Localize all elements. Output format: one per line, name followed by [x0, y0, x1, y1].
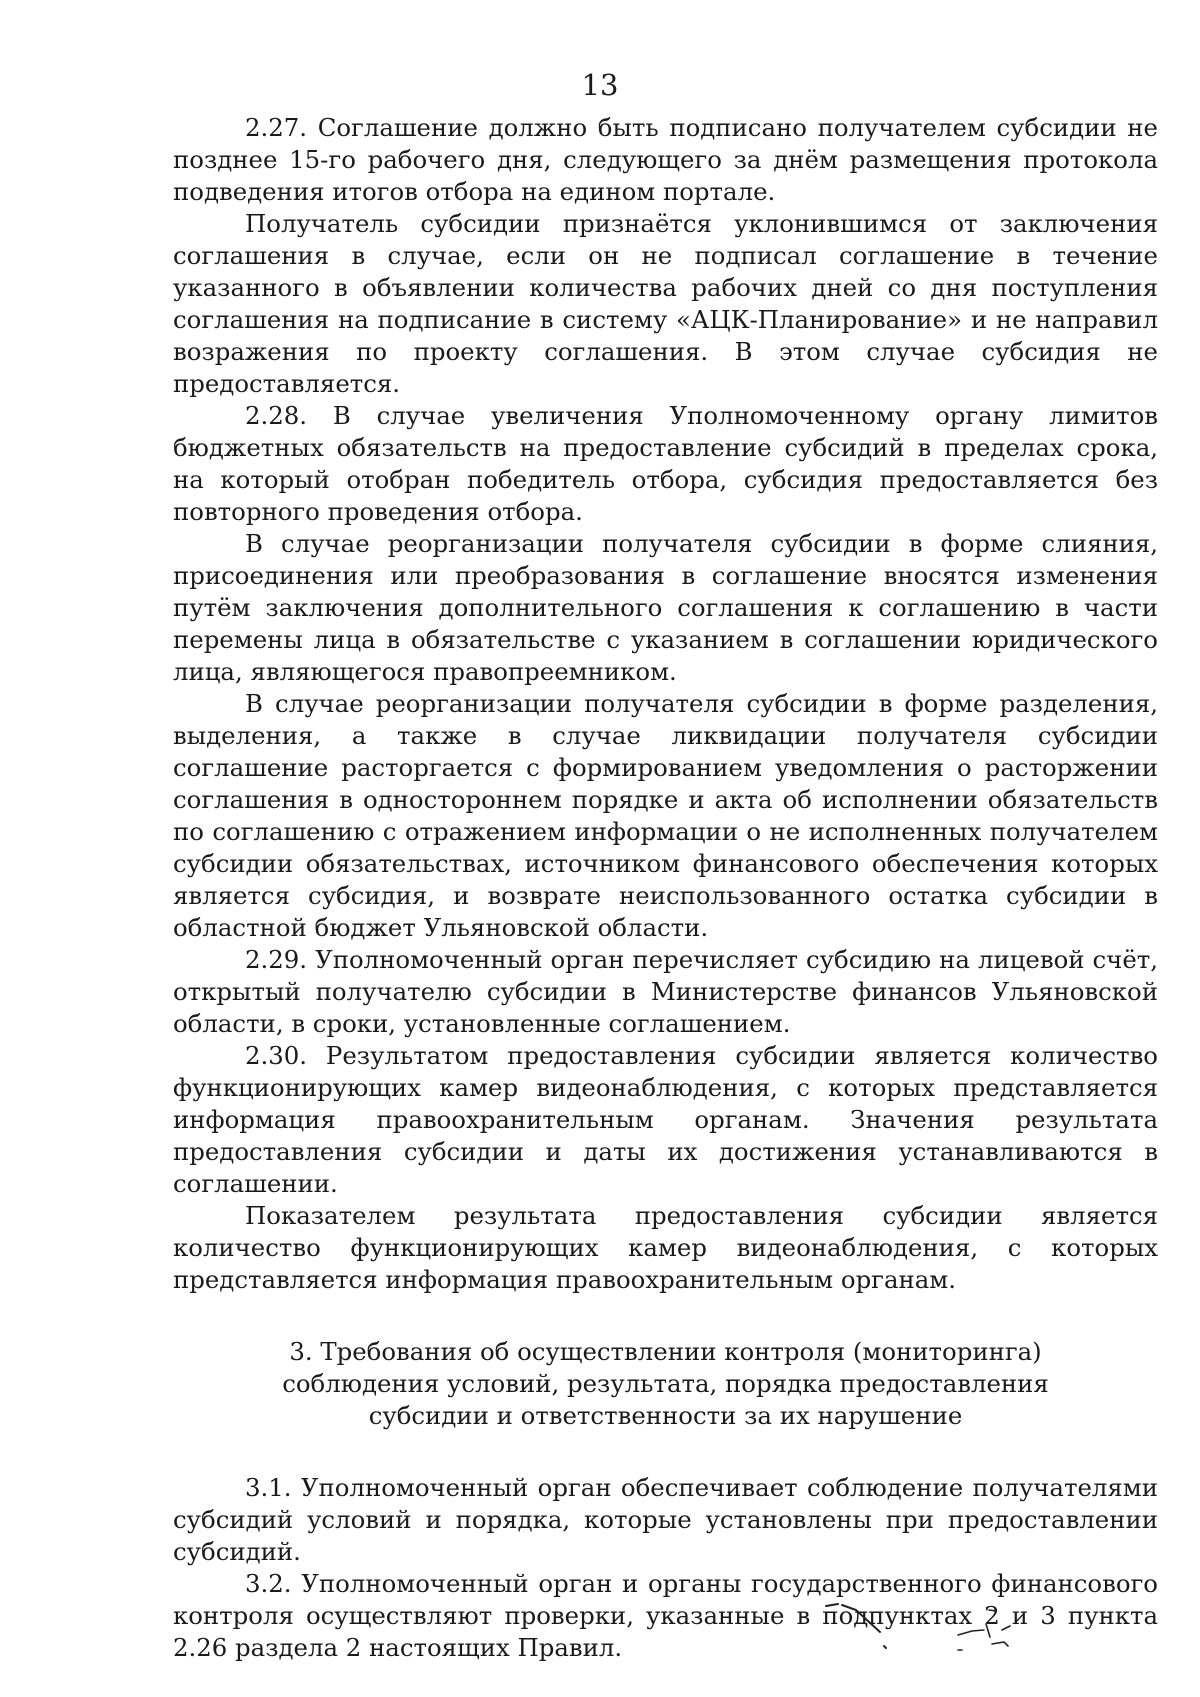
section-3-heading-line-1: 3. Требования об осуществлении контроля (мониторинга) [289, 1337, 1042, 1366]
paragraph-2-27: 2.27. Соглашение должно быть подписано получателем субсидии не позднее 15-го рабочего дня, следующего за днём размещения протокола подведения итогов отбора на едином портале. [173, 113, 1158, 206]
section-3-heading-line-2: соблюдения условий, результата, порядка предоставления [282, 1369, 1049, 1398]
document-body [173, 112, 1158, 1664]
paragraph-3-2: 3.2. Уполномоченный орган и органы государственного финансового контроля осуществляют проверки, указанные в подпунктах 2 и 3 пункта 2.26 раздела 2 настоящих Правил. [173, 1569, 1158, 1662]
paragraph-2-27-refusal: Получатель субсидии признаётся уклонившимся от заключения соглашения в случае, если он не подписал соглашение в течение указанного в объявлении количества рабочих дней со дня поступления соглашения на подписание в систему «АЦК-Планирование» и не направил возражения по проекту соглашения. В этом случае субсидия не предоставляется. [173, 209, 1158, 398]
paragraph-2-28-merger: В случае реорганизации получателя субсидии в форме слияния, присоединения или преобразования в соглашение вносятся изменения путём заключения дополнительного соглашения к соглашению в части перемены лица в обязательстве с указанием в соглашении юридического лица, являющегося правопреемником. [173, 529, 1158, 686]
paragraph-2-29: 2.29. Уполномоченный орган перечисляет субсидию на лицевой счёт, открытый получателю субсидии в Министерстве финансов Ульяновской области, в сроки, установленные соглашением. [173, 945, 1158, 1038]
section-3-heading-line-3: субсидии и ответственности за их нарушение [368, 1401, 963, 1430]
paragraph-2-28: 2.28. В случае увеличения Уполномоченному органу лимитов бюджетных обязательств на предоставление субсидий в пределах срока, на который отобран победитель отбора, субсидия предоставляется без повторного проведения отбора. [173, 401, 1158, 526]
section-3-heading [173, 1336, 1158, 1432]
paragraph-2-30-indicator: Показателем результата предоставления субсидии является количество функционирующих камер видеонаблюдения, с которых представляется информация правоохранительным органам. [173, 1201, 1158, 1294]
paragraph-2-28-division: В случае реорганизации получателя субсидии в форме разделения, выделения, а также в случае ликвидации получателя субсидии соглашение расторгается с формированием уведомления о расторжении соглашения в одностороннем порядке и акта об исполнении обязательств по соглашению с отражением информации о не исполненных получателем субсидии обязательствах, источником финансового обеспечения которых является субсидия, и возврате неиспользованного остатка субсидии в областной бюджет Ульяновской области. [173, 689, 1158, 942]
page-number: 13 [581, 68, 619, 102]
paragraph-2-30: 2.30. Результатом предоставления субсидии является количество функционирующих камер видеонаблюдения, с которых представляется информация правоохранительным органам. Значения результата предоставления субсидии и даты их достижения устанавливаются в соглашении. [173, 1041, 1158, 1198]
paragraph-3-1: 3.1. Уполномоченный орган обеспечивает соблюдение получателями субсидий условий и порядка, которые установлены при предоставлении субсидий. [173, 1473, 1158, 1566]
